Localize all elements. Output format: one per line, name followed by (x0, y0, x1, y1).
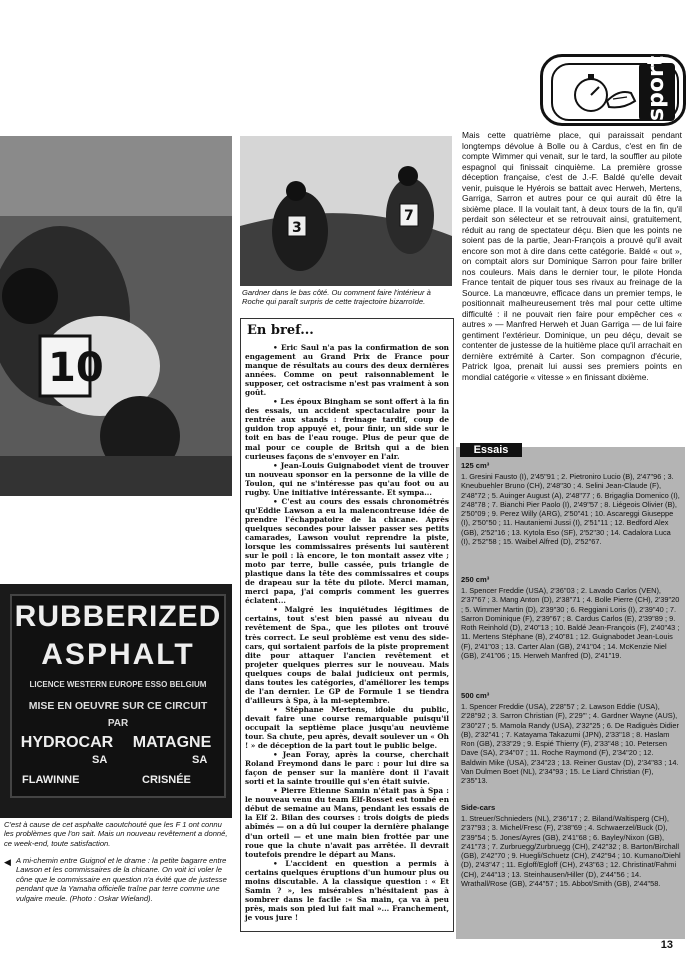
stopwatch-hand-icon (569, 71, 639, 115)
sign-line-3: LICENCE WESTERN EUROPE ESSO BELGIUM (29, 680, 207, 689)
en-bref-paragraph: • Pierre Etienne Samin n'était pas à Spa : le nouveau venu du team Elf-Rosset est tombé en début de semaine au Mans, pendant les essais de la Elf 2. Bilan des courses : trois doigts de pieds abîmés — on a dû lui couper la dernière phalange d'un orteil — et une main bien frottée par une roue que la chute n'avait pas arrêtée. Il devrait toutefois prendre le départ au Mans. (245, 786, 449, 859)
class-250-label: 250 cm³ (461, 575, 490, 584)
en-bref-paragraph: • C'est au cours des essais chronométrés qu'Eddie Lawson a eu la malencontreuse idée de prendre l'échappatoire de la chicane. Après quelques secondes pour laisser passer ses petits camarades, Lawson voulut reprendre la piste, lorsque les commissaires présents lui sautèrent sur le poil : là encore, le ton montait assez vite ; moto par terre, bulle cassée, puis triangle de plastique dans la tête des commissaires et coups de drapeau sur la tête du pilote. Merci maman, merci papa, j'ai compris comment les guerres éclatent... (245, 496, 449, 606)
class-125-label: 125 cm³ (461, 461, 490, 470)
en-bref-paragraph: • Malgré les inquiétudes légitimes de certains, tout s'est bien passé au niveau du revêtement de Spa., que les pilotes ont trouvé très correct. Le seul problème est venu des side-cars, qui sortaient parfois de la piste proprement dite pour attaquer l'ancien revêtement et projeter quelques pierres sur le nouveau. Mais quelques coups de balai judicieux ont permis, dans toutes les catégories, d'améliorer les temps de l'an dernier. Le GP de Formule 1 se tiendra d'ailleurs à Spa, à la mi-septembre. (245, 605, 449, 705)
sport-badge (540, 54, 686, 126)
sign-line-1: RUBBERIZED (14, 600, 222, 633)
sign-line-4: MISE EN OEUVRE SUR CE CIRCUIT (28, 700, 208, 712)
gardner-roche-photo (240, 136, 452, 286)
sport-label: sport (639, 63, 675, 121)
sign-sa-1: SA (92, 754, 108, 766)
en-bref-paragraph: • Jean Foray, après la course, cherchait Roland Freymond dans le parc : pour lui dire sa façon de penser sur la manière dont il l'avait sorti et la sainte trouille qui s'en était suivie. (245, 750, 449, 787)
sign-line-5: PAR (107, 718, 129, 729)
svg-text:10: 10 (48, 345, 104, 391)
en-bref-box (240, 318, 454, 932)
en-bref-body (245, 343, 449, 922)
article-column-text: Mais cette quatrième place, qui paraissait pendant longtemps dévolue à Bolle ou à Cardus, c'est en fin de compte Wimmer qui venait, sur le tard, la souffler au pilote espagnol qui finissait cinquième. La première grosse déception française, c'est de J.-F. Baldé qu'elle devait venir, puisque le Hyérois se battait avec Herweh, Mertens, Garriga, Sarron et autres pour ce qui aurait dû être la sixième place. Il la voulait tant, à deux tours de la fin, qu'il perdait son sélecteur et se retrouvait ainsi, gratuitement, réduit au rang de spectateur déçu. Bien que les points ne soient pas de la partie, Jean-François a prouvé qu'il avait encore son mot à dire dans cette catégorie. Baldé « out », on comptait alors sur Dominique Sarron pour faire briller nos couleurs. Mais dans le dernier tour, le pilote Honda France tentait de piquer tous ses rivaux au freinage de la Source. La manœuvre, efficace dans un premier temps, le positionnait malheureusement très mal pour cette ultime difficulté : il ne pouvait rien faire pour empêcher ces « autres » — Manfred Herweh et Juan Garriga — de lui faire gentiment l'extérieur. Dominique, un peu déçu, devait se contenter de justesse de la huitième place qu'il arrachait en dernière extrémité à Carter. Son compagnon d'écurie, Patrick Igoa, prenait lui aussi ses premiers points en mondial catégorie « vitesse » en finissant dixième. (462, 130, 682, 382)
gardner-caption: Gardner dans le bas côté. Ou comment faire l'intérieur à Roche qui paraît surpris de cette trajectoire bizarroïde. (242, 288, 431, 307)
sign-line-2: ASPHALT (41, 638, 195, 671)
essais-title: Essais (460, 443, 522, 457)
sign-caption: C'est à cause de cet asphalte caoutchouté que les F 1 ont connu les problèmes que l'on sait. Mais un nouveau revêtement a donné, ce week-end, toute satisfaction. (4, 820, 228, 848)
page-number: 13 (660, 939, 673, 951)
badge-frame (551, 55, 679, 121)
left-photo-caption: A mi-chemin entre Guignol et le drame : la petite bagarre entre Lawson et les commissaires de la chicane. On voit ici voler le cône que le commissaire en question n'a évité que de justesse pendant que la Yamaha officielle traîne par terre comme une vulgaire meule. (Photo : Oskar Wieland). (16, 856, 227, 903)
en-bref-paragraph: • Stéphane Mertens, idole du public, devait faire une course remarquable puisqu'il occupait la septième place jusqu'au neuvième tour. Sa chute, peu après, devait soulever un « Oh ! » de déception de la part tout le public belge. (245, 704, 449, 751)
sign-hydrocar: HYDROCAR (20, 734, 114, 751)
sign-city-1: FLAWINNE (22, 774, 80, 786)
racing-motorcycle-image (0, 136, 232, 496)
en-bref-paragraph: • Jean-Louis Guignabodet vient de trouver un nouveau sponsor en la personne de la ville de Toulon, qui ne s'intéresse pas qu'au foot ou au rugby. Une initiative intéressante. Et sympa... (245, 460, 449, 497)
lawson-motorcycle-photo (0, 136, 232, 496)
en-bref-title: En bref... (247, 323, 314, 338)
two-riders-image (240, 136, 452, 286)
asphalt-sign-photo (0, 584, 232, 818)
class-125-results: 1. Gresini Fausto (I), 2'45"91 ; 2. Pietroniro Lucio (B), 2'47"96 ; 3. Kneubuehler Bruno (CH), 2'48"30 ; 4. Selini Jean-Claude (F), 2'48"72 ; 5. Auinger August (A), 2'48"77 ; 6. Brigaglia Domenico (I), 2'48"78 ; 7. Bianchi Pier Paolo (I), 2'49"57 ; 8. Liégeois Olivier (B), 2'50"09 ; 9. Perez Willy (ARG), 2'50"41 ; 10. Ascareggi Giuseppe (I), 2'50"50 ; 11. Hautaniemi Jussi (I), 2'51"11 ; 12. Bedford Alex (GB), 2'52"16 ; 13. Kytola Eso (SF), 2'52"30 ; 14. Cadalora Luca (I), 2'52"58 ; 15. Waibel Alfred (D), 2'52"67. (461, 472, 680, 547)
sign-board (10, 594, 226, 798)
svg-text:7: 7 (404, 208, 414, 224)
class-side-results: 1. Streuer/Schnieders (NL), 2'36"17 ; 2. Biland/Waltisperg (CH), 2'37"93 ; 3. Michel/Fresc (F), 2'38"69 ; 4. Schwaerzel/Buck (D), 2'39"54 ; 5. Jones/Ayres (GB), 2'41"68 ; 6. Bayley/Nixon (GB), 2'41"73 ; 7. Zurbruegg/Zurbruegg (CH), 2'42"32 ; 8. Barton/Birchall (GB), 2'42"70 ; 9. Huegli/Schuetz (CH), 2'42"94 ; 10. Kumano/Diehl (D), 2'43"47 ; 11. Egloff/Egloff (CH), 2'43"63 ; 12. Christinat/Fahmi (CH), 2'44"13 ; 13. Steinhausen/Hiller (D), 2'44"56 ; 14. Wrathall/Rose (GB), 2'44"57 ; 15. Abbot/Smith (GB), 2'44"58. (461, 814, 681, 889)
class-side-label: Side-cars (461, 803, 496, 812)
sign-matagne: MATAGNE (132, 734, 212, 751)
sign-sa-2: SA (192, 754, 208, 766)
class-500-results: 1. Spencer Freddie (USA), 2'28"57 ; 2. Lawson Eddie (USA), 2'28"92 ; 3. Sarron Christian (F), 2'29"' ; 4. Gardner Wayne (AUS), 2'30"27 ; 5. Mamola Randy (USA), 2'32"25 ; 6. De Radiguès Didier (B), 2'32"41 ; 7. Katayama Takazumi (JPN), 2'33"18 ; 8. Haslam Ron (GB), 2'33"29 ; 9. Espié Thierry (F), 2'33"48 ; 10. Petersen Dave (SA), 2'34"07 ; 11. Roche Raymond (F), 2'34"20 ; 12. Baldwin Mike (USA), 2'34"23 ; 13. Reiner Gustav (D), 2'34"83 ; 14. Van Dulmen Boet (NL), 2'34"93 ; 15. Le Liard Christian (F), 2'35"13. (461, 702, 679, 786)
pointer-arrow-icon: ◀ (4, 857, 11, 867)
class-500-label: 500 cm³ (461, 691, 490, 700)
en-bref-paragraph: • L'accident en question a permis à certains quelques éruptions d'un humour plus ou moins discutable. A la classique question : « Et Samin ? », les misérables n'hésitaient pas à sombrer dans le facile :« Sa main, ça va à peu près, mais son pied lui fait mal »... Franchement, je vous jure ! (245, 858, 449, 922)
en-bref-paragraph: • Les époux Bingham se sont offert à la fin des essais, un accident spectaculaire pour la rentrée aux stands : freinage tardif, coup de guidon trop appuyé et, pour finir, un side sur le toit en bas de l'eau rouge. Plus de peur que de mal pour ce couple de Britsh qui a de bien curieuses façons de s'envoyer en l'air. (245, 397, 449, 461)
sign-city-2: CRISNÉE (142, 774, 191, 786)
essais-results-box (456, 444, 685, 939)
en-bref-paragraph: • Eric Saul n'a pas la confirmation de son engagement au Grand Prix de France pour manque de résultats au cours des deux dernières années. Comme on peut raisonnablement le supposer, cet ostracisme n'est pas vraiment à son goût. (245, 343, 449, 398)
svg-text:3: 3 (292, 220, 302, 236)
class-250-results: 1. Spencer Freddie (USA), 2'36"03 ; 2. Lavado Carlos (VEN), 2'37"67 ; 3. Mang Anton (D), 2'38"71 ; 4. Bolle Pierre (CH), 2'39"20 ; 5. Wimmer Martin (D), 2'39"30 ; 6. Reggiani Loris (I), 2'39"40 ; 7. Sarron Dominique (F), 2'39"67 ; 8. Cardus Carlos (E), 2'39"89 ; 9. Roth Reinhold (D), 2'40"13 ; 10. Baldé Jean-François (F), 2'40"43 ; 11. Mertens Stéphane (B), 2'40"81 ; 12. Guignabodet Jean-Louis (F), 2'41"03 ; 13. Carter Alan (GB), 2'41"04 ; 14. McKenzie Niel (GB), 2'41"06 ; 15. Herweh Manfred (D), 2'41"19. (461, 586, 680, 661)
